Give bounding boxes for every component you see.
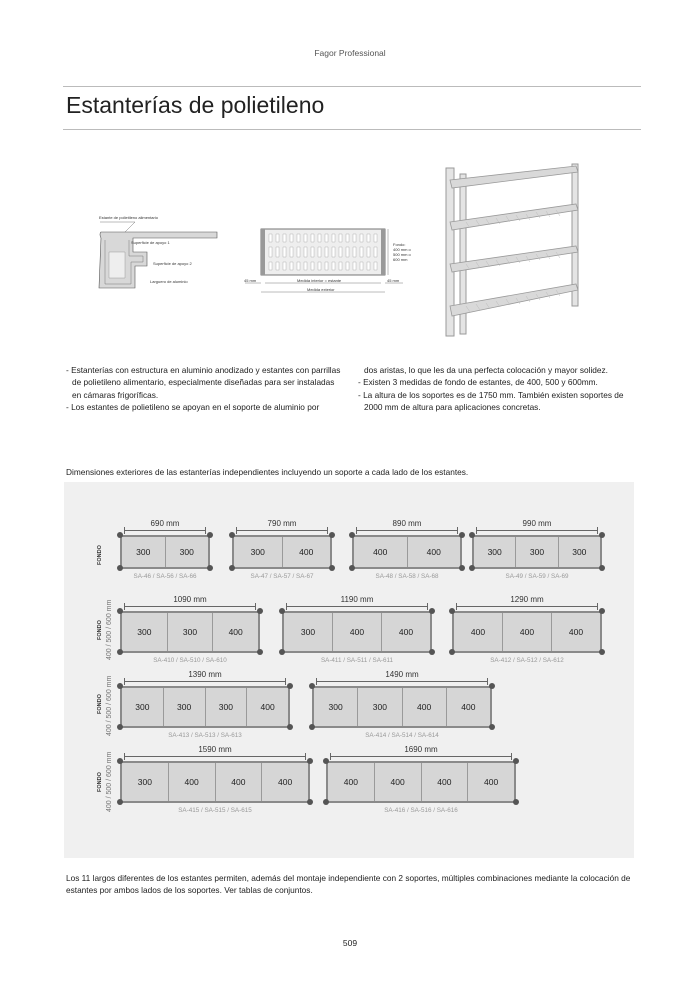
- fondo-label: FONDO: [97, 694, 103, 714]
- support-post-icon: [229, 532, 235, 538]
- support-post-icon: [257, 649, 263, 655]
- model-code: SA-49 / SA-59 / SA-69: [505, 573, 569, 580]
- support-post-icon: [117, 565, 123, 571]
- shelf-segment: 300: [358, 688, 402, 726]
- support-post-icon: [429, 608, 435, 614]
- shelf-unit: [120, 670, 290, 742]
- support-post-icon: [349, 532, 355, 538]
- support-post-icon: [257, 608, 263, 614]
- dimension-line: [124, 681, 286, 682]
- support-post-icon: [599, 532, 605, 538]
- model-code: SA-48 / SA-58 / SA-68: [375, 573, 439, 580]
- fondo-label: FONDO: [97, 620, 103, 640]
- shelf-segment: 300: [206, 688, 248, 726]
- dimension-line: [124, 606, 256, 607]
- dimension-line: [330, 756, 512, 757]
- support-post-icon: [117, 683, 123, 689]
- support-post-icon: [449, 649, 455, 655]
- fondo-label: FONDO: [97, 545, 103, 565]
- support-post-icon: [489, 724, 495, 730]
- support-post-icon: [309, 724, 315, 730]
- model-code: SA-46 / SA-56 / SA-66: [133, 573, 197, 580]
- shelf-unit: [326, 745, 516, 817]
- shelf-segment: 300: [284, 613, 333, 651]
- support-post-icon: [117, 758, 123, 764]
- support-post-icon: [459, 565, 465, 571]
- shelf-segment: 400: [461, 702, 476, 712]
- shelf-segment: 400: [375, 763, 422, 801]
- model-code: SA-413 / SA-513 / SA-613: [168, 732, 242, 739]
- dimensions-caption: Dimensiones exteriores de las estanterías independientes incluyendo un soporte a cada lado de los estantes.: [66, 467, 469, 477]
- model-code: SA-412 / SA-512 / SA-612: [490, 657, 564, 664]
- label-shelf: Estante de polietileno alimentario: [99, 215, 158, 220]
- shelf-segment: 400: [403, 688, 447, 726]
- dimension-line: [476, 530, 598, 531]
- shelf-segment: 300: [168, 613, 214, 651]
- label-support-2: Superficie de apoyo 2: [153, 261, 192, 266]
- shelf-segment: 400: [426, 547, 441, 557]
- width-dimension: 690 mm: [150, 519, 180, 528]
- dimension-line: [124, 530, 206, 531]
- dimension-line: [456, 606, 598, 607]
- shelving-unit-drawing: [436, 160, 586, 340]
- label-fondo: Fondo:: [393, 242, 406, 247]
- shelf: [120, 761, 310, 803]
- support-post-icon: [489, 683, 495, 689]
- width-dimension: 990 mm: [522, 519, 552, 528]
- shelf-segment: 300: [474, 537, 516, 567]
- shelf: [472, 535, 602, 569]
- support-post-icon: [329, 532, 335, 538]
- support-post-icon: [117, 724, 123, 730]
- title-rule: [63, 129, 641, 130]
- model-code: SA-411 / SA-511 / SA-611: [320, 657, 394, 664]
- shelf-segment: 400: [278, 777, 293, 787]
- shelving-unit-illustration: [436, 160, 586, 340]
- shelf-segment: 300: [179, 547, 194, 557]
- model-code: SA-414 / SA-514 / SA-614: [365, 732, 439, 739]
- support-post-icon: [309, 683, 315, 689]
- support-post-icon: [229, 565, 235, 571]
- support-post-icon: [513, 799, 519, 805]
- shelf-unit: [352, 519, 462, 583]
- shelf-segment: 400: [328, 763, 375, 801]
- page-number: 509: [342, 938, 358, 948]
- bullet-item: - Existen 3 medidas de fondo de estantes, de 400, 500 y 600mm.: [358, 377, 598, 388]
- label-fondo-400: 400 mm o: [393, 247, 411, 252]
- shelf-unit: [120, 519, 210, 583]
- shelf-segment: 400: [398, 627, 414, 637]
- shelf-segment: 400: [216, 763, 263, 801]
- shelf-segment: 400: [454, 613, 503, 651]
- label-right-45: 45 mm: [387, 278, 400, 283]
- support-post-icon: [279, 608, 285, 614]
- width-dimension: 890 mm: [392, 519, 422, 528]
- shelf: [452, 611, 602, 653]
- model-code: SA-415 / SA-515 / SA-615: [178, 807, 252, 814]
- shelf: [326, 761, 516, 803]
- model-code: SA-47 / SA-57 / SA-67: [250, 573, 314, 580]
- support-post-icon: [429, 649, 435, 655]
- shelf-unit: [120, 745, 310, 817]
- shelf-unit: [282, 595, 432, 667]
- support-post-icon: [513, 758, 519, 764]
- shelf-segment: 300: [122, 537, 166, 567]
- support-post-icon: [307, 758, 313, 764]
- shelf-unit: [232, 519, 332, 583]
- dimension-line: [236, 530, 328, 531]
- support-post-icon: [449, 608, 455, 614]
- fondo-range: 400 / 500 / 600 mm: [106, 751, 113, 812]
- label-fondo-500: 500 mm o: [393, 252, 411, 257]
- dimension-line: [316, 681, 488, 682]
- support-post-icon: [117, 608, 123, 614]
- support-post-icon: [323, 758, 329, 764]
- label-rail: Larguero de aluminio: [150, 279, 188, 284]
- shelf-segment: 400: [503, 613, 552, 651]
- label-exterior: Medida exterior: [307, 287, 335, 292]
- fondo-range: 400 / 500 / 600 mm: [106, 599, 113, 660]
- shelf-segment: 300: [164, 688, 206, 726]
- fondo-range: 400 / 500 / 600 mm: [106, 675, 113, 736]
- support-post-icon: [323, 799, 329, 805]
- width-dimension: 1490 mm: [385, 670, 419, 679]
- top-rule: [63, 86, 641, 87]
- width-dimension: 1090 mm: [173, 595, 207, 604]
- bullet-item: - Los estantes de polietileno se apoyan en el soporte de aluminio por: [66, 401, 320, 412]
- bullet-item: dos aristas, lo que les da una perfecta colocación y mayor solidez.: [364, 365, 608, 375]
- shelf-segment: 300: [234, 537, 283, 567]
- shelf-segment: 300: [122, 763, 169, 801]
- width-dimension: 1390 mm: [188, 670, 222, 679]
- fondo-label: FONDO: [97, 772, 103, 792]
- support-post-icon: [329, 565, 335, 571]
- label-support-1: Superficie de apoyo 1: [131, 240, 170, 245]
- page-title: Estanterías de polietileno: [66, 92, 325, 118]
- shelf-segment: 400: [169, 763, 216, 801]
- model-code: SA-416 / SA-516 / SA-616: [384, 807, 458, 814]
- shelf-segment: 300: [122, 613, 168, 651]
- support-post-icon: [599, 608, 605, 614]
- dimension-line: [356, 530, 458, 531]
- label-fondo-600: 600 mm: [393, 257, 408, 262]
- width-dimension: 1690 mm: [404, 745, 438, 754]
- shelf: [120, 686, 290, 728]
- support-post-icon: [207, 565, 213, 571]
- shelf-unit: [120, 595, 260, 667]
- bullet-item: - La altura de los soportes es de 1750 mm. También existen soportes de 2000 mm de altura para aplicaciones concretas.: [358, 389, 624, 412]
- support-post-icon: [287, 683, 293, 689]
- model-code: SA-410 / SA-510 / SA-610: [153, 657, 227, 664]
- shelf-segment: 300: [314, 688, 358, 726]
- dimension-line: [124, 756, 306, 757]
- support-post-icon: [279, 649, 285, 655]
- support-post-icon: [469, 565, 475, 571]
- shelf-unit: [312, 670, 492, 742]
- shelf-segment: 400: [299, 547, 314, 557]
- support-post-icon: [469, 532, 475, 538]
- bullets-right: [356, 364, 636, 413]
- label-left-45: 45 mm: [244, 278, 257, 283]
- footer-text: Los 11 largos diferentes de los estantes permiten, además del montaje independiente con 2 soportes, múltiples combinaciones mediante la colocación de estantes por ambos lados de los soportes. Ver tablas de conjuntos.: [66, 873, 631, 895]
- shelf-segment: 400: [333, 613, 382, 651]
- shelf-top-view-diagram: [243, 226, 418, 301]
- shelf-segment: 400: [354, 537, 408, 567]
- bullet-item: - Estanterías con estructura en aluminio anodizado y estantes con parrillas de polietileno alimentario, especialmente diseñadas para ser instaladas en cámaras frigoríficas.: [66, 365, 341, 400]
- support-post-icon: [207, 532, 213, 538]
- profile-cross-section-diagram: [95, 212, 220, 292]
- support-post-icon: [287, 724, 293, 730]
- support-post-icon: [117, 799, 123, 805]
- shelf: [282, 611, 432, 653]
- shelf: [232, 535, 332, 569]
- shelf-segment: 300: [572, 547, 587, 557]
- shelf: [120, 611, 260, 653]
- shelf-segment: 300: [516, 537, 558, 567]
- support-post-icon: [117, 532, 123, 538]
- width-dimension: 1190 mm: [340, 595, 374, 604]
- shelf-segment: 400: [422, 763, 469, 801]
- support-post-icon: [307, 799, 313, 805]
- shelf-unit: [452, 595, 602, 667]
- shelf: [120, 535, 210, 569]
- shelf-segment: 400: [228, 627, 243, 637]
- bullets-left: [64, 364, 344, 413]
- brand-header: Fagor Professional: [314, 48, 386, 58]
- width-dimension: 790 mm: [267, 519, 297, 528]
- label-inner: Medida interior = estante: [297, 278, 342, 283]
- shelf-unit: [472, 519, 602, 583]
- width-dimension: 1590 mm: [198, 745, 232, 754]
- shelf: [312, 686, 492, 728]
- support-post-icon: [117, 649, 123, 655]
- support-post-icon: [599, 565, 605, 571]
- shelf: [352, 535, 462, 569]
- shelf-segment: 400: [484, 777, 499, 787]
- support-post-icon: [459, 532, 465, 538]
- shelf-segment: 300: [122, 688, 164, 726]
- width-dimension: 1290 mm: [510, 595, 544, 604]
- shelf-segment: 400: [260, 702, 275, 712]
- support-post-icon: [349, 565, 355, 571]
- dimensions-panel: [64, 482, 634, 858]
- shelf-segment: 400: [568, 627, 584, 637]
- dimension-line: [286, 606, 428, 607]
- support-post-icon: [599, 649, 605, 655]
